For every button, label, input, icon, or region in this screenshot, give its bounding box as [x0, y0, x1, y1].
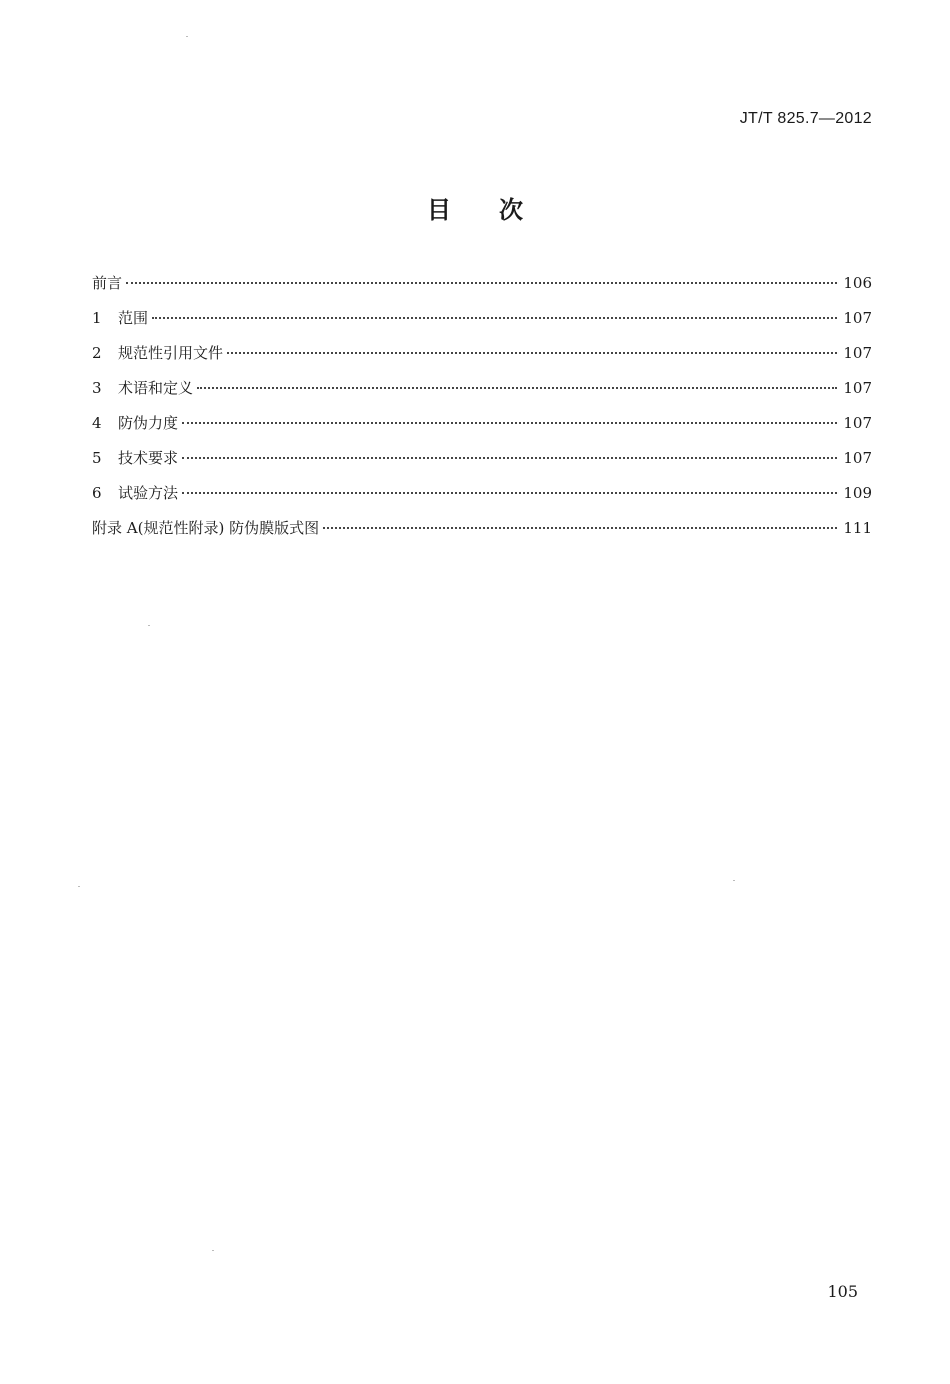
toc-entry-technical-requirements[interactable]: [92, 447, 872, 482]
toc-entry-normative-references[interactable]: [92, 342, 872, 377]
toc-entry-number: 3: [92, 379, 102, 397]
scan-speck: [733, 880, 735, 881]
scan-speck: [148, 625, 150, 626]
dot-leader: [227, 352, 837, 354]
table-of-contents: [92, 272, 872, 552]
toc-entry-label: 规范性引用文件: [118, 344, 224, 362]
toc-entry-test-methods[interactable]: [92, 482, 872, 517]
toc-entry-label: 防伪力度: [118, 414, 179, 432]
page-number: 105: [827, 1282, 858, 1301]
dot-leader: [126, 282, 837, 284]
toc-entry-scope[interactable]: [92, 307, 872, 342]
toc-entry-number: 6: [92, 484, 102, 502]
toc-entry-page: 109: [843, 484, 872, 502]
toc-entry-anticounterfeit-strength[interactable]: [92, 412, 872, 447]
toc-entry-page: 107: [843, 414, 872, 432]
standard-code: JT/T 825.7—2012: [739, 110, 872, 127]
toc-entry-page: 111: [843, 519, 872, 537]
dot-leader: [182, 422, 837, 424]
toc-entry-number: 1: [92, 309, 102, 327]
dot-leader: [152, 317, 837, 319]
scan-speck: [212, 1250, 214, 1251]
toc-entry-label: 范围: [118, 309, 149, 327]
toc-entry-label: 前言: [92, 274, 123, 292]
toc-entry-number: 5: [92, 449, 102, 467]
scan-speck: [78, 886, 80, 887]
toc-entry-page: 107: [843, 449, 872, 467]
dot-leader: [323, 527, 837, 529]
toc-entry-annex-a[interactable]: [92, 517, 872, 552]
toc-entry-page: 107: [843, 379, 872, 397]
toc-entry-foreword[interactable]: [92, 272, 872, 307]
dot-leader: [182, 492, 837, 494]
toc-entry-terms-definitions[interactable]: [92, 377, 872, 412]
dot-leader: [197, 387, 837, 389]
toc-entry-page: 107: [843, 344, 872, 362]
page-title: 目次: [427, 196, 571, 224]
toc-entry-number: 2: [92, 344, 102, 362]
toc-entry-number: 4: [92, 414, 102, 432]
toc-entry-label: 技术要求: [118, 449, 179, 467]
toc-entry-label: 附录 A(规范性附录) 防伪膜版式图: [92, 519, 320, 537]
scan-speck: [186, 36, 188, 37]
toc-entry-page: 106: [843, 274, 872, 292]
toc-entry-label: 试验方法: [118, 484, 179, 502]
dot-leader: [182, 457, 837, 459]
toc-entry-label: 术语和定义: [118, 379, 194, 397]
toc-entry-page: 107: [843, 309, 872, 327]
